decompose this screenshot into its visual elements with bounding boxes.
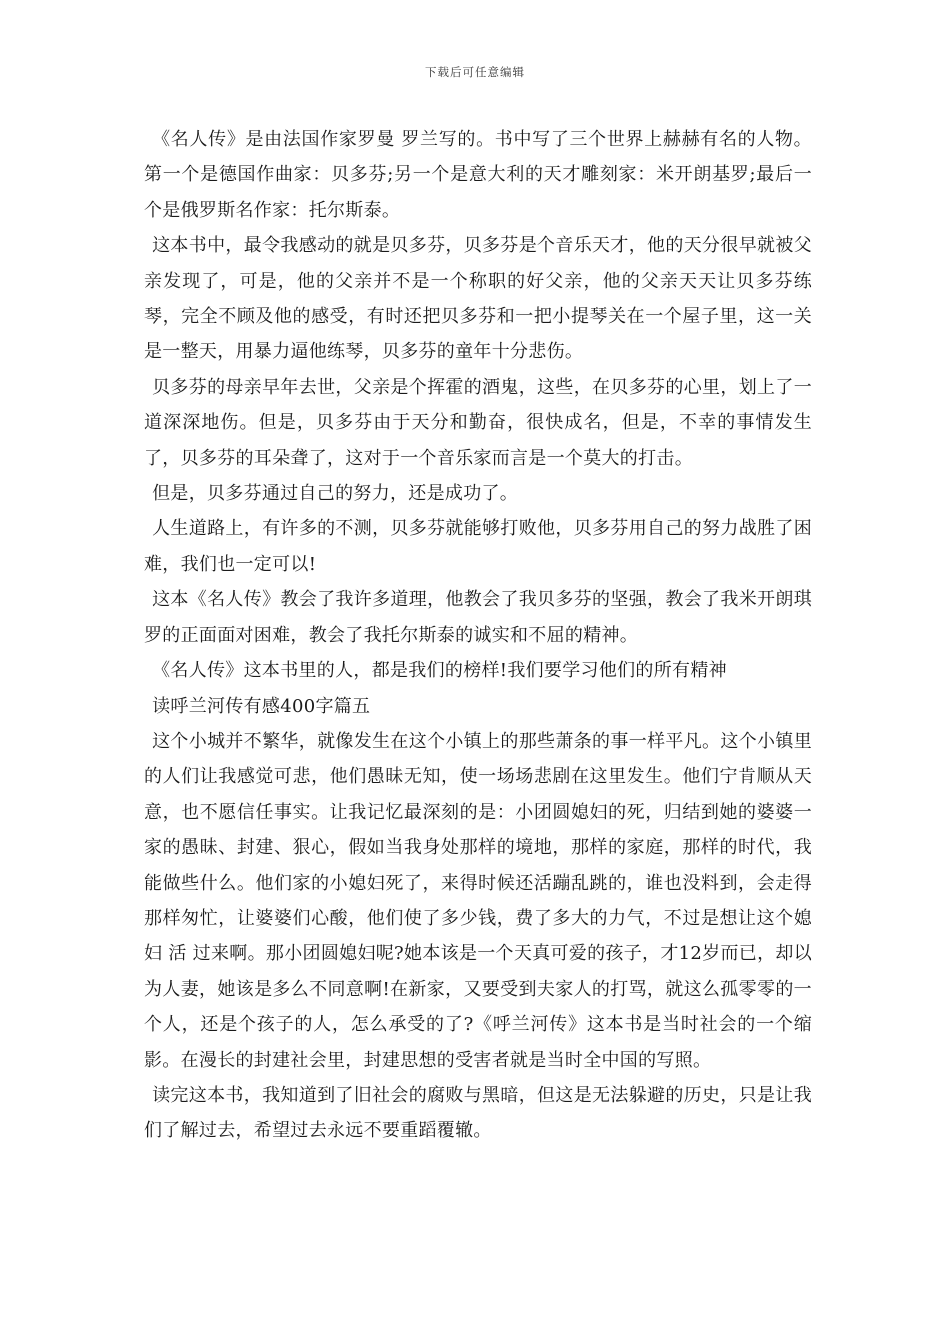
paragraph-intro: 《名人传》是由法国作家罗曼 罗兰写的。书中写了三个世界上赫赫有名的人物。第一个是德国作曲家：贝多芬;另一个是意大利的天才雕刻家：米开朗基罗;最后一个是俄罗斯名作家：托尔斯泰。 <box>144 129 812 221</box>
paragraph-lessons: 这本《名人传》教会了我许多道理，他教会了我贝多芬的坚强，教会了我米开朗琪罗的正面面对困难，教会了我托尔斯泰的诚实和不屈的精神。 <box>144 589 812 646</box>
document-body <box>144 122 812 1149</box>
paragraph-conclusion: 读完这本书，我知道到了旧社会的腐败与黑暗，但这是无法躲避的历史，只是让我们了解过去，希望过去永远不要重蹈覆辙。 <box>144 1084 812 1142</box>
page-header: 下载后可任意编辑 <box>425 65 525 79</box>
paragraph-hulan-river: 这个小城并不繁华，就像发生在这个小镇上的那些萧条的事一样平凡。这个小镇里的人们让我感觉可悲，他们愚昧无知，使一场场悲剧在这里发生。他们宁肯顺从天意，也不愿信任事实。让我记忆最深刻的是：小团圆媳妇的死，归结到她的婆婆一家的愚昧、封建、狠心，假如当我身处那样的境地，那样的家庭，那样的时代，我能做些什么。他们家的小媳妇死了，来得时候还活蹦乱跳的，谁也没料到，会走得那样匆忙，让婆婆们心酸，他们使了多少钱，费了多大的力气，不过是想让这个媳妇 活 过来啊。那小团圆媳妇呢?她本该是一个天真可爱的孩子，才12岁而已，却以为人妻，她该是多么不同意啊!在新家，又要受到夫家人的打骂，就这么孤零零的一个人，还是个孩子的人，怎么承受的了?《呼兰河传》这本书是当时社会的一个缩影。在漫长的封建社会里，封建思想的受害者就是当时全中国的写照。 <box>144 730 812 1071</box>
paragraph-life-road: 人生道路上，有许多的不测，贝多芬就能够打败他，贝多芬用自己的努力战胜了困难，我们也一定可以! <box>144 518 812 575</box>
paragraph-beethoven-childhood: 这本书中，最令我感动的就是贝多芬，贝多芬是个音乐天才，他的天分很早就被父亲发现了，可是，他的父亲并不是一个称职的好父亲，他的父亲天天让贝多芬练琴，完全不顾及他的感受，有时还把贝多芬和一把小提琴关在一个屋子里，这一关是一整天，用暴力逼他练琴，贝多芬的童年十分悲伤。 <box>144 235 812 363</box>
paragraph-beethoven-hardship: 贝多芬的母亲早年去世，父亲是个挥霍的酒鬼，这些，在贝多芬的心里，划上了一道深深地伤。但是，贝多芬由于天分和勤奋，很快成名，但是，不幸的事情发生了，贝多芬的耳朵聋了，这对于一个音乐家而言是一个莫大的打击。 <box>144 376 812 469</box>
paragraph-role-models: 《名人传》这本书里的人，都是我们的榜样!我们要学习他们的所有精神 <box>152 660 727 682</box>
paragraph-beethoven-success: 但是，贝多芬通过自己的努力，还是成功了。 <box>152 483 519 505</box>
section-heading: 读呼兰河传有感400字篇五 <box>152 695 371 717</box>
